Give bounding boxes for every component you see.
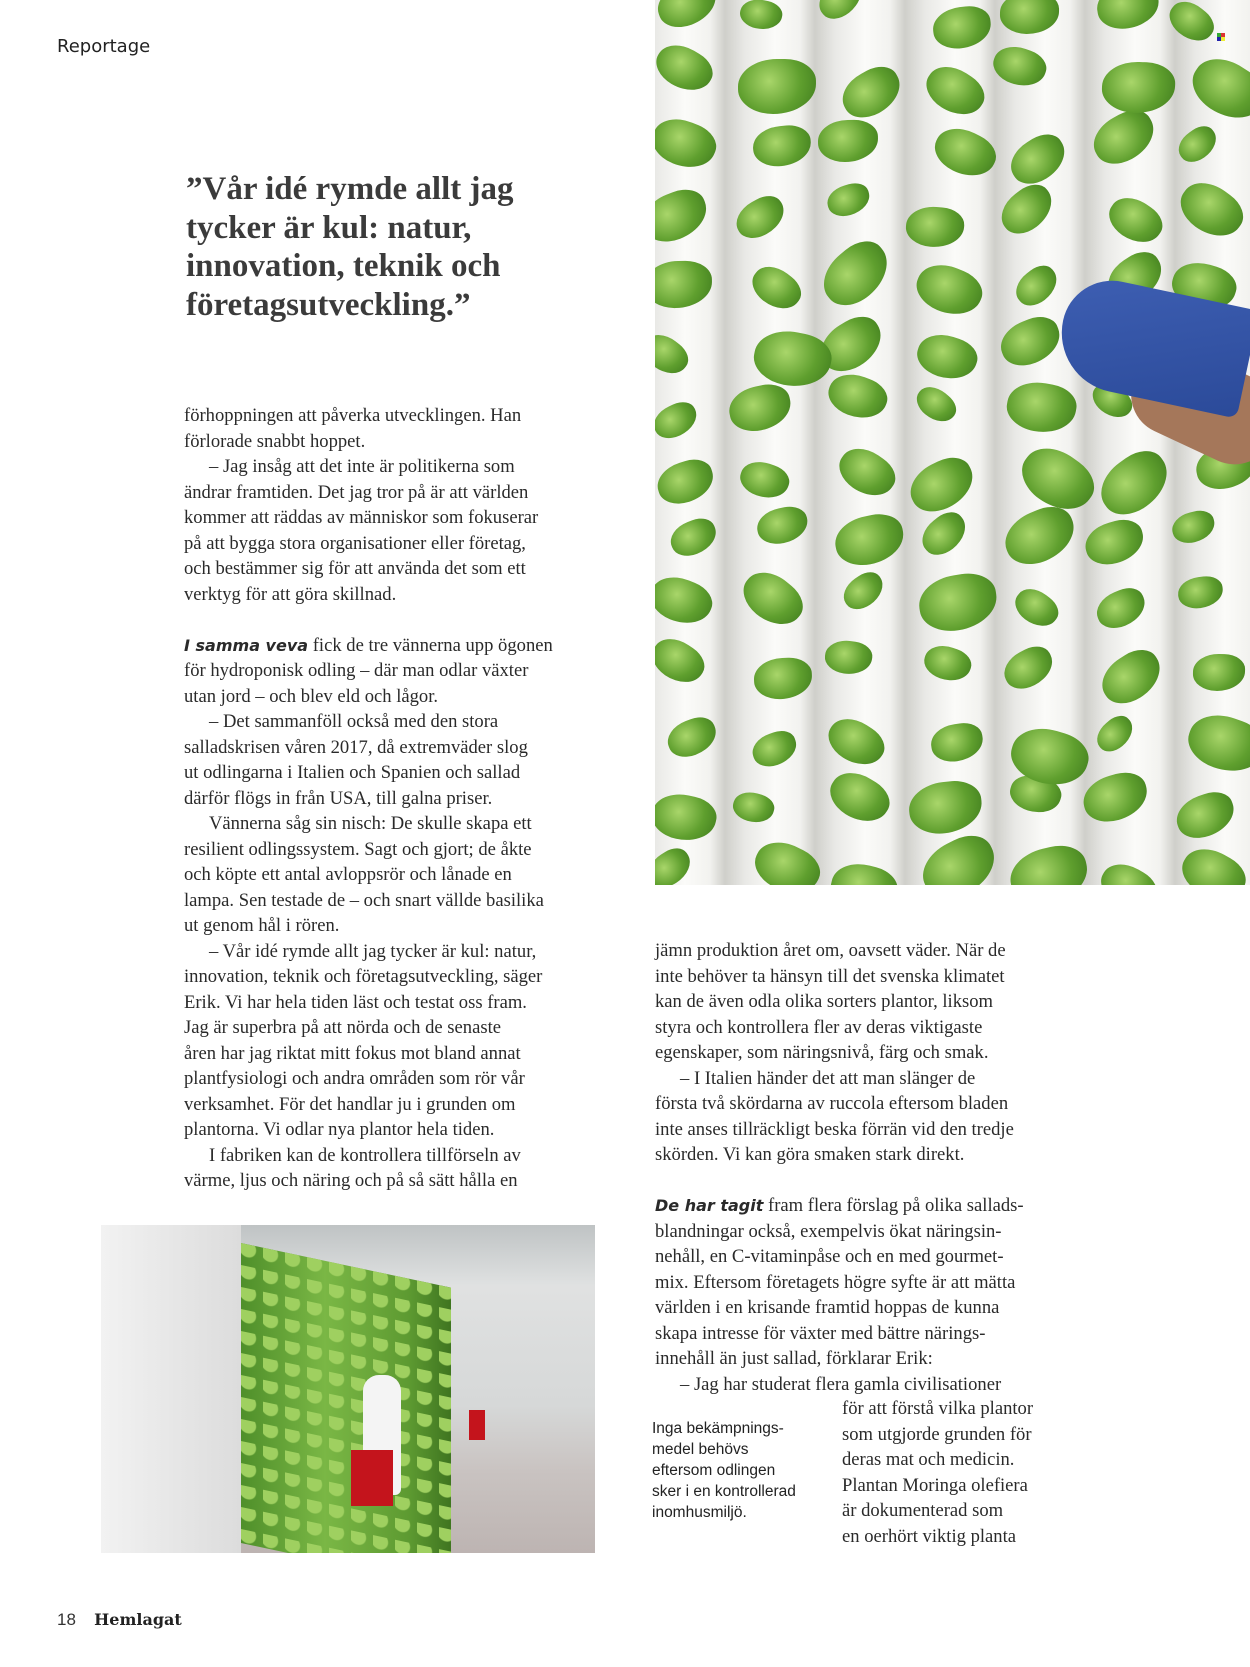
- red-bin: [469, 1410, 485, 1440]
- lettuce-leaf: [655, 455, 718, 510]
- lead-in: De har tagit: [655, 1196, 764, 1215]
- line-text: skörden. Vi kan göra smaken stark direkt.: [655, 1144, 965, 1165]
- lettuce-leaf: [826, 858, 902, 885]
- lettuce-leaf: [1170, 787, 1239, 845]
- lettuce-leaf: [909, 256, 988, 324]
- text-line: [655, 1321, 1024, 1347]
- line-text: jämn produktion året om, oavsett väder. När de: [655, 940, 1006, 961]
- lettuce-leaf: [838, 567, 891, 616]
- text-line: [184, 429, 553, 455]
- lettuce-leaf: [1003, 377, 1080, 437]
- lettuce-leaf: [1102, 189, 1169, 252]
- text-line: [184, 862, 553, 888]
- lettuce-leaf: [1091, 583, 1150, 634]
- line-text: och bestämmer sig för att använda det som ett: [184, 558, 526, 579]
- lettuce-leaf: [725, 380, 795, 435]
- lettuce-leaf: [752, 123, 813, 168]
- lettuce-leaf: [1182, 47, 1250, 131]
- caption-line: inomhusmiljö.: [652, 1504, 747, 1521]
- text-line: [655, 1117, 1024, 1143]
- line-text: ändrar framtiden. Det jag tror på är att världen: [184, 481, 529, 503]
- caption-line: Inga bekämpnings-: [652, 1420, 784, 1437]
- text-line: [184, 786, 553, 812]
- lettuce-leaf: [1009, 259, 1064, 312]
- lettuce-leaf: [916, 569, 1002, 635]
- line-text: värme, ljus och näring och på så sätt hålla en: [184, 1170, 518, 1191]
- line-text: egenskaper, som näringsnivå, färg och smak.: [655, 1042, 989, 1063]
- lettuce-leaf: [745, 258, 807, 317]
- line-text: blandningar också, exempelvis ökat näringsin-: [655, 1220, 1002, 1242]
- text-line: [655, 1142, 1024, 1168]
- lettuce-leaf: [1174, 839, 1250, 885]
- lettuce-leaf: [655, 569, 718, 632]
- line-text: Vännerna såg sin nisch: De skulle skapa ett: [209, 813, 532, 834]
- lettuce-leaf: [738, 0, 785, 34]
- text-line: [655, 1295, 1024, 1321]
- text-line: [655, 1244, 1024, 1270]
- line-text: verksamhet. För det handlar ju i grunden om: [184, 1093, 516, 1115]
- line-text: – Jag har studerat flera gamla civilisationer: [680, 1373, 1002, 1395]
- line-text: skapa intresse för växter med bättre närings-: [655, 1322, 986, 1344]
- lettuce-leaf: [1090, 442, 1179, 526]
- line-text: – Jag insåg att det inte är politikerna som: [209, 456, 515, 477]
- lettuce-leaf: [821, 710, 891, 775]
- line-text: kan de även odla olika sorters plantor, liksom: [655, 991, 993, 1012]
- line-text: nehåll, en C-vitaminpåse och en med gourmet-: [655, 1246, 1004, 1267]
- paragraph-gap: [184, 607, 553, 633]
- lettuce-leaf: [907, 778, 986, 837]
- text-line: [655, 1219, 1024, 1245]
- page-number: 18: [57, 1610, 76, 1629]
- lettuce-leaf: [655, 327, 694, 382]
- text-line: [184, 939, 553, 965]
- lettuce-leaf: [910, 380, 961, 429]
- text-line: [184, 990, 553, 1016]
- right-text-column: [655, 938, 1024, 1397]
- line-text: – Det sammanföll också med den stora: [209, 711, 499, 732]
- lettuce-leaf: [988, 40, 1051, 93]
- lettuce-leaf: [662, 712, 721, 762]
- lettuce-leaf: [655, 842, 697, 885]
- text-line: är dokumenterad som: [842, 1500, 1004, 1521]
- text-line: [184, 735, 553, 761]
- lettuce-leaf: [995, 311, 1068, 374]
- text-line: [184, 1117, 553, 1143]
- line-text: verktyg för att göra skillnad.: [184, 583, 397, 605]
- lettuce-leaf: [902, 450, 982, 521]
- side-wall: [101, 1225, 241, 1553]
- right-narrow-column: [842, 1396, 1033, 1549]
- text-line: [655, 1193, 1024, 1219]
- lettuce-leaf: [1080, 515, 1147, 570]
- lettuce-leaf: [749, 325, 835, 393]
- line-text: inte behöver ta hänsyn till det svenska klimatet: [655, 965, 1005, 987]
- text-line: [655, 989, 1024, 1015]
- text-line: för att förstå vilka plantor: [842, 1398, 1034, 1419]
- caption-line: medel behövs: [652, 1441, 749, 1458]
- line-text: resilient odlingssystem. Sagt och gjort; de åkte: [184, 838, 532, 860]
- text-line: [184, 658, 553, 684]
- growing-room-photo: [101, 1225, 595, 1553]
- left-text-column: [184, 403, 553, 1194]
- lettuce-leaf: [1173, 121, 1223, 168]
- lettuce-leaf: [1169, 508, 1218, 548]
- lettuce-leaf: [918, 57, 991, 125]
- lettuce-leaf: [1005, 840, 1094, 885]
- text-line: [184, 556, 553, 582]
- text-line: [655, 1270, 1024, 1296]
- text-line: [184, 454, 553, 480]
- lettuce-leaf: [734, 562, 811, 637]
- text-line: [655, 1372, 1024, 1398]
- lettuce-leaf: [1101, 60, 1176, 114]
- text-line: [184, 480, 553, 506]
- line-text: salladskrisen våren 2017, då extremväder slog: [184, 736, 528, 758]
- lettuce-leaf: [1090, 710, 1139, 757]
- lettuce-leaf: [1094, 855, 1164, 885]
- caption-line: eftersom odlingen: [652, 1462, 776, 1479]
- lettuce-leaf: [748, 726, 801, 770]
- lettuce-leaf: [927, 120, 1002, 186]
- lettuce-leaf: [931, 3, 994, 50]
- lettuce-leaf: [993, 177, 1062, 242]
- line-text: ut odlingarna i Italien och Spanien och sallad: [184, 762, 521, 783]
- green-plant-wall: [241, 1243, 451, 1553]
- lettuce-leaf: [729, 788, 776, 827]
- lettuce-leaf: [812, 232, 899, 316]
- lettuce-leaf: [1094, 0, 1162, 32]
- line-text: fick de tre vännerna upp ögonen: [308, 634, 553, 656]
- line-text: världen i en krisande framtid hoppas de kunna: [655, 1297, 1000, 1318]
- line-text: innovation, teknik och företagsutveckling, säger: [184, 966, 543, 987]
- text-line: [655, 1091, 1024, 1117]
- text-line: [184, 888, 553, 914]
- lettuce-leaf: [912, 328, 982, 386]
- lettuce-leaf: [915, 506, 973, 562]
- line-text: utan jord – och blev eld och lågor.: [184, 685, 439, 707]
- page-footer: [57, 1610, 182, 1630]
- lettuce-leaf: [655, 397, 703, 444]
- lettuce-leaf: [1163, 0, 1220, 49]
- line-text: lampa. Sen testade de – och snart vällde basilika: [184, 889, 544, 911]
- text-line: [184, 1041, 553, 1067]
- line-text: därför flögs in från USA, till galna priser.: [184, 787, 493, 809]
- line-text: mix. Eftersom företagets högre syfte är att mätta: [655, 1271, 1016, 1293]
- lettuce-leaf: [655, 37, 719, 101]
- paragraph-gap: [655, 1168, 1024, 1194]
- caption-line: sker i en kontrollerad: [652, 1483, 796, 1500]
- lettuce-leaf: [655, 183, 715, 250]
- text-line: [655, 1066, 1024, 1092]
- lettuce-leaf: [747, 833, 827, 885]
- lettuce-leaf: [1192, 653, 1245, 691]
- line-text: på att bygga stora organisationer eller företag,: [184, 532, 526, 554]
- text-line: [655, 938, 1024, 964]
- color-registration-mark: [1217, 33, 1225, 41]
- text-line: [184, 1066, 553, 1092]
- line-text: och köpte ett antal avloppsrör och lånade en: [184, 864, 512, 885]
- quote-line: tycker är kul: natur,: [186, 209, 472, 246]
- lettuce-wall-photo: [655, 0, 1250, 885]
- quote-line: ”Vår idé rymde allt jag: [186, 171, 514, 207]
- text-line: [184, 1015, 553, 1041]
- lettuce-leaf: [655, 110, 722, 175]
- lettuce-leaf: [1172, 172, 1250, 247]
- text-line: [184, 403, 553, 429]
- text-line: [184, 633, 553, 659]
- red-bin: [351, 1450, 393, 1506]
- text-line: [655, 1346, 1024, 1372]
- line-text: förlorade snabbt hoppet.: [184, 430, 366, 452]
- text-line: Plantan Moringa olefiera: [842, 1474, 1028, 1496]
- lettuce-leaf: [1009, 581, 1064, 634]
- lettuce-leaf: [913, 826, 1005, 885]
- lettuce-leaf: [730, 190, 791, 246]
- text-line: [184, 760, 553, 786]
- lettuce-leaf: [997, 498, 1083, 573]
- text-line: [184, 684, 553, 710]
- text-line: [655, 1015, 1024, 1041]
- line-text: innehåll än just sallad, förklarar Erik:: [655, 1348, 933, 1369]
- text-line: [184, 505, 553, 531]
- lettuce-leaf: [738, 59, 817, 114]
- line-text: förhoppningen att påverka utvecklingen. Han: [184, 405, 522, 426]
- lettuce-leaf: [905, 205, 966, 250]
- quote-line: företagsutveckling.”: [186, 286, 471, 323]
- lettuce-leaf: [999, 0, 1059, 34]
- lettuce-leaf: [997, 640, 1059, 695]
- lettuce-leaf: [817, 120, 877, 163]
- text-line: [184, 811, 553, 837]
- text-line: [184, 1168, 553, 1194]
- line-text: plantfysiologi och andra områden som rör vår: [184, 1068, 525, 1089]
- line-text: fram flera förslag på olika sallads-: [763, 1195, 1024, 1216]
- lettuce-leaf: [655, 0, 722, 34]
- text-line: [184, 964, 553, 990]
- line-text: styra och kontrollera fler av deras viktigaste: [655, 1016, 983, 1038]
- photo-caption: [652, 1418, 796, 1523]
- lead-in: I samma veva: [184, 635, 309, 655]
- line-text: Erik. Vi har hela tiden läst och testat oss fram.: [184, 991, 527, 1013]
- lettuce-leaf: [929, 720, 986, 764]
- lettuce-leaf: [736, 456, 793, 504]
- lettuce-leaf: [655, 788, 720, 845]
- line-text: första två skördarna av ruccola eftersom bladen: [655, 1093, 1009, 1114]
- pull-quote: [186, 170, 606, 324]
- text-line: [655, 964, 1024, 990]
- lettuce-leaf: [753, 656, 813, 699]
- lettuce-leaf: [665, 514, 721, 562]
- line-text: ut genom hål i rören.: [184, 915, 340, 936]
- line-text: I fabriken kan de kontrollera tillförseln av: [209, 1144, 521, 1166]
- lettuce-leaf: [823, 180, 872, 221]
- text-line: [184, 582, 553, 608]
- line-text: – I Italien händer det att man slänger de: [680, 1067, 976, 1089]
- line-text: inte anses tillräckligt beska förrän vid den tredje: [655, 1118, 1014, 1140]
- lettuce-leaf: [823, 367, 893, 426]
- quote-line: innovation, teknik och: [186, 248, 501, 284]
- text-line: som utgjorde grunden för: [842, 1423, 1032, 1445]
- lettuce-leaf: [1002, 127, 1073, 192]
- lettuce-leaf: [1078, 767, 1153, 828]
- lettuce-leaf: [832, 439, 903, 505]
- line-text: för hydroponisk odling – där man odlar växter: [184, 660, 529, 681]
- text-line: [184, 837, 553, 863]
- text-line: [184, 531, 553, 557]
- text-line: [184, 1092, 553, 1118]
- lettuce-leaf: [1093, 641, 1170, 713]
- line-text: – Vår idé rymde allt jag tycker är kul: natur,: [209, 940, 537, 962]
- text-line: [655, 1040, 1024, 1066]
- text-line: [184, 709, 553, 735]
- lettuce-leaf: [831, 510, 908, 571]
- lettuce-leaf: [812, 0, 869, 26]
- section-label: Reportage: [57, 36, 151, 57]
- text-line: [184, 913, 553, 939]
- lettuce-leaf: [1182, 706, 1250, 781]
- lettuce-leaf: [655, 630, 711, 692]
- lettuce-leaf: [822, 763, 897, 832]
- text-line: deras mat och medicin.: [842, 1449, 1015, 1470]
- text-line: [184, 1143, 553, 1169]
- line-text: Jag är superbra på att nörda och de senaste: [184, 1017, 501, 1038]
- line-text: åren har jag riktat mitt fokus mot bland annat: [184, 1042, 521, 1064]
- lettuce-leaf: [754, 504, 811, 549]
- lettuce-leaf: [823, 638, 875, 678]
- line-text: plantorna. Vi odlar nya plantor hela tiden.: [184, 1119, 495, 1140]
- magazine-name: Hemlagat: [94, 1610, 182, 1629]
- lettuce-leaf: [1085, 102, 1163, 172]
- lettuce-leaf: [655, 260, 712, 308]
- lettuce-leaf: [920, 640, 976, 687]
- lettuce-leaf: [1176, 574, 1224, 610]
- line-text: kommer att räddas av människor som fokuserar: [184, 507, 539, 528]
- lettuce-leaf: [834, 59, 909, 126]
- text-line: en oerhört viktig planta: [842, 1525, 1017, 1547]
